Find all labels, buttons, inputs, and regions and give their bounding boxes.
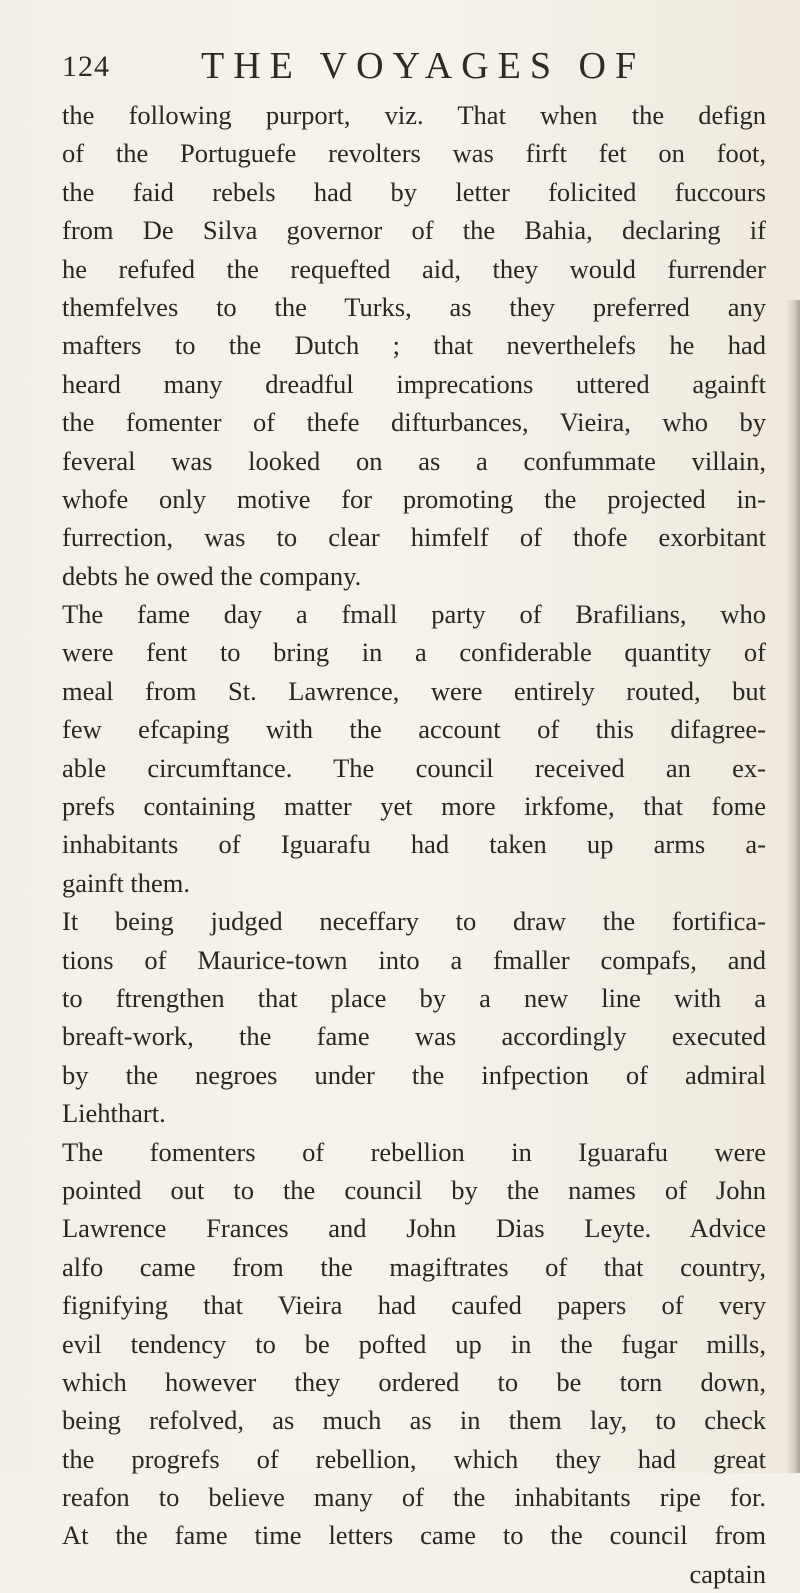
text-line: furrection, was to clear himfelf of thofe exorbitant [62, 522, 766, 553]
text-line: being refolved, as much as in them lay, to check [62, 1405, 766, 1436]
text-line: prefs containing matter yet more irkfome, that fome [62, 791, 766, 822]
text-line: able circumftance. The council received an ex- [62, 752, 766, 783]
text-line: he refufed the requefted aid, they would furrender [62, 253, 766, 284]
text-line: feveral was looked on as a confummate villain, [62, 445, 766, 476]
text-line: The fame day a fmall party of Brafilians, who [62, 599, 766, 630]
text-line: It being judged neceffary to draw the fortifica- [62, 906, 766, 937]
page-header [62, 44, 762, 90]
text-line: Liehthart. [62, 1098, 166, 1129]
text-line: debts he owed the company. [62, 560, 362, 591]
text-line: to ftrengthen that place by a new line with a [62, 982, 766, 1013]
text-line: Lawrence Frances and John Dias Leyte. Advice [62, 1213, 766, 1244]
text-line: the progrefs of rebellion, which they had great [62, 1443, 766, 1474]
text-line: At the fame time letters came to the council from [62, 1520, 766, 1551]
running-head: THE VOYAGES OF [201, 45, 646, 87]
text-line: pointed out to the council by the names of John [62, 1174, 766, 1205]
text-line: whofe only motive for promoting the projected in- [62, 483, 766, 514]
page-edge-shadow [786, 300, 800, 1473]
text-line: which however they ordered to be torn down, [62, 1366, 766, 1397]
text-line: themfelves to the Turks, as they preferred any [62, 291, 766, 322]
text-line: The fomenters of rebellion in Iguarafu were [62, 1136, 766, 1167]
text-line: heard many dreadful imprecations uttered againft [62, 368, 766, 399]
text-line: inhabitants of Iguarafu had taken up arms a- [62, 829, 766, 860]
text-line: by the negroes under the infpection of admiral [62, 1059, 766, 1090]
text-line: meal from St. Lawrence, were entirely routed, but [62, 675, 766, 706]
text-line: evil tendency to be pofted up in the fugar mills, [62, 1328, 766, 1359]
text-line: tions of Maurice-town into a fmaller compafs, and [62, 944, 766, 975]
body-text [62, 96, 766, 1593]
text-line: reafon to believe many of the inhabitants ripe for. [62, 1482, 766, 1513]
text-line: few efcaping with the account of this difagree- [62, 714, 766, 745]
catchword: captain [689, 1558, 766, 1589]
text-line: the following purport, viz. That when the defign [62, 100, 766, 130]
text-line: mafters to the Dutch ; that neverthelefs he had [62, 330, 766, 361]
text-line: gainft them. [62, 867, 191, 898]
text-line: from De Silva governor of the Bahia, declaring if [62, 215, 766, 246]
text-line: were fent to bring in a confiderable quantity of [62, 637, 766, 668]
text-line: the faid rebels had by letter folicited fuccours [62, 176, 766, 207]
text-line: of the Portuguefe revolters was firft fet on foot, [62, 138, 766, 169]
text-line: fignifying that Vieira had caufed papers of very [62, 1290, 766, 1321]
text-line: the fomenter of thefe difturbances, Vieira, who by [62, 407, 766, 438]
text-line: breaft-work, the fame was accordingly executed [62, 1021, 766, 1052]
text-line: alfo came from the magiftrates of that country, [62, 1251, 766, 1282]
page-number: 124 [62, 50, 110, 83]
